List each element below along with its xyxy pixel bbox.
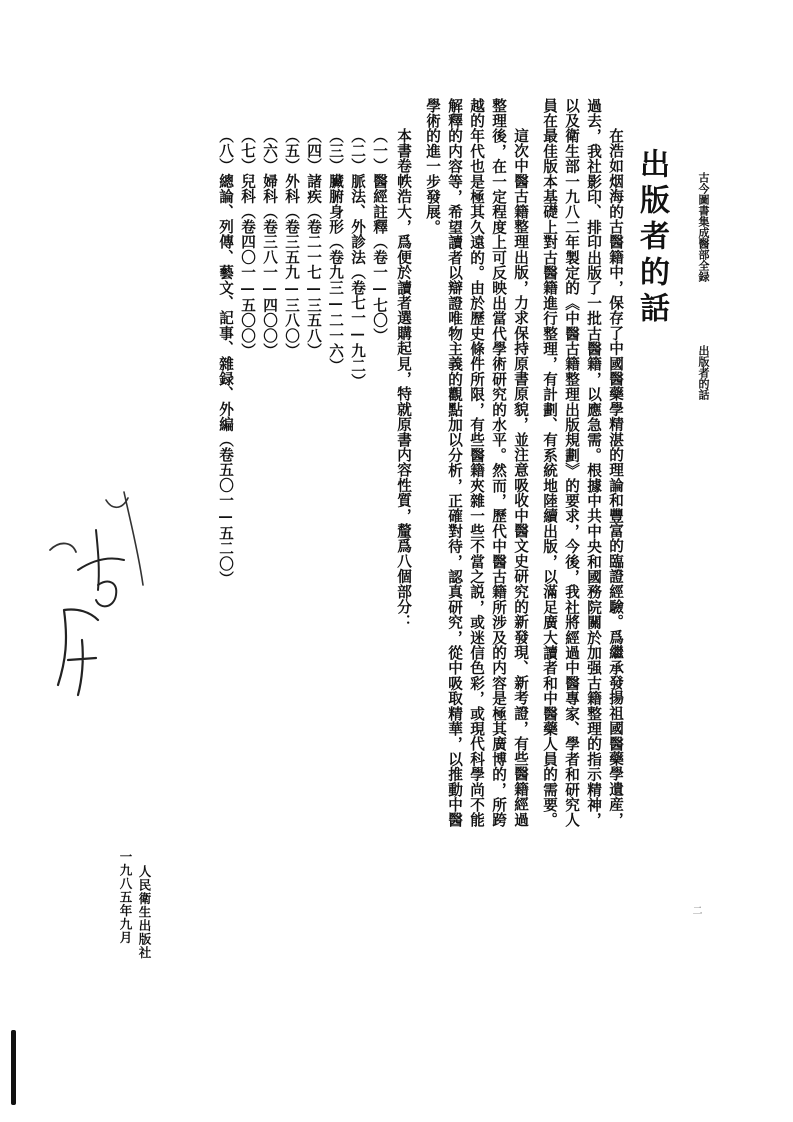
part-item: （四）諸疾（卷二一七—三五八） — [305, 128, 322, 359]
paragraph-line: 這次中醫古籍整理出版，力求保持原書原貌，並注意吸收中醫文史研究的新發現、新考證，有些醫籍經過 — [512, 128, 529, 828]
handwritten-shelfmark-stamp — [38, 490, 148, 700]
part-item: （五）外科（卷三五九—三八〇） — [283, 128, 300, 359]
paragraph-line: 以及衛生部一九八二年製定的《中醫古籍整理出版規劃》的要求，今後，我社將經過中醫專家、學者和研究人 — [563, 98, 580, 828]
publication-date: 一九八五年九月 — [118, 850, 133, 945]
part-item: （二）脈法、外診法（卷七一—九二） — [349, 128, 366, 389]
part-item: （一）醫經註釋（卷一—七〇） — [371, 128, 388, 344]
paragraph-line: 員在最佳版本基礎上對古醫籍進行整理，有計劃、有系統地陸續出版，以滿足廣大讀者和中醫藥人員的需要。 — [541, 98, 558, 828]
page-title: 出版者的話 — [634, 148, 669, 328]
binding-edge-mark — [10, 1030, 18, 1105]
part-item: （七）兒科（卷四〇一—五〇〇） — [239, 128, 256, 359]
page-number: 二 — [690, 905, 701, 915]
paragraph-line: 過去，我社影印、排印出版了一批古醫籍，以應急需。根據中共中央和國務院關於加强古籍整理的指示精神， — [585, 98, 602, 828]
part-item: （六）婦科（卷三八一—四〇〇） — [261, 128, 278, 359]
part-item: （八）總論、列傳、藝文、記事、雜録、外編（卷五〇一—五二〇） — [217, 128, 234, 587]
paragraph-line: 整理後，在一定程度上可反映出當代學術研究的水平。然而，歷代中醫古籍所涉及的内容是極其廣博的，所跨 — [490, 98, 507, 828]
part-item: （三）臟腑身形（卷九三—二一六） — [327, 128, 344, 374]
paragraph-line: 解釋的内容等，希望讀者以辯證唯物主義的觀點加以分析，正確對待，認真研究，從中吸取精華，以推動中醫 — [446, 98, 463, 828]
paragraph-line: 越的年代也是極其久遠的。由於歷史條件所限，有些醫籍夾雜一些不當之説，或迷信色彩，或現代科學尚不能 — [468, 98, 485, 828]
paragraph-line: 在浩如烟海的古醫籍中，保存了中國醫藥學精湛的理論和豐富的臨證經驗。爲繼承發揚祖國醫藥學遺産， — [607, 128, 624, 828]
publisher-name: 人民衛生出版社 — [137, 865, 152, 960]
paragraph-line: 學術的進一步發展。 — [424, 98, 441, 235]
paragraph-line: 本書卷帙浩大，爲便於讀者選購起見，特就原書内容性質，釐爲八個部分： — [395, 128, 412, 630]
running-header-book-title: 古今圖書集成醫部全録 — [697, 172, 710, 282]
running-header-section: 出版者的話 — [697, 345, 710, 400]
